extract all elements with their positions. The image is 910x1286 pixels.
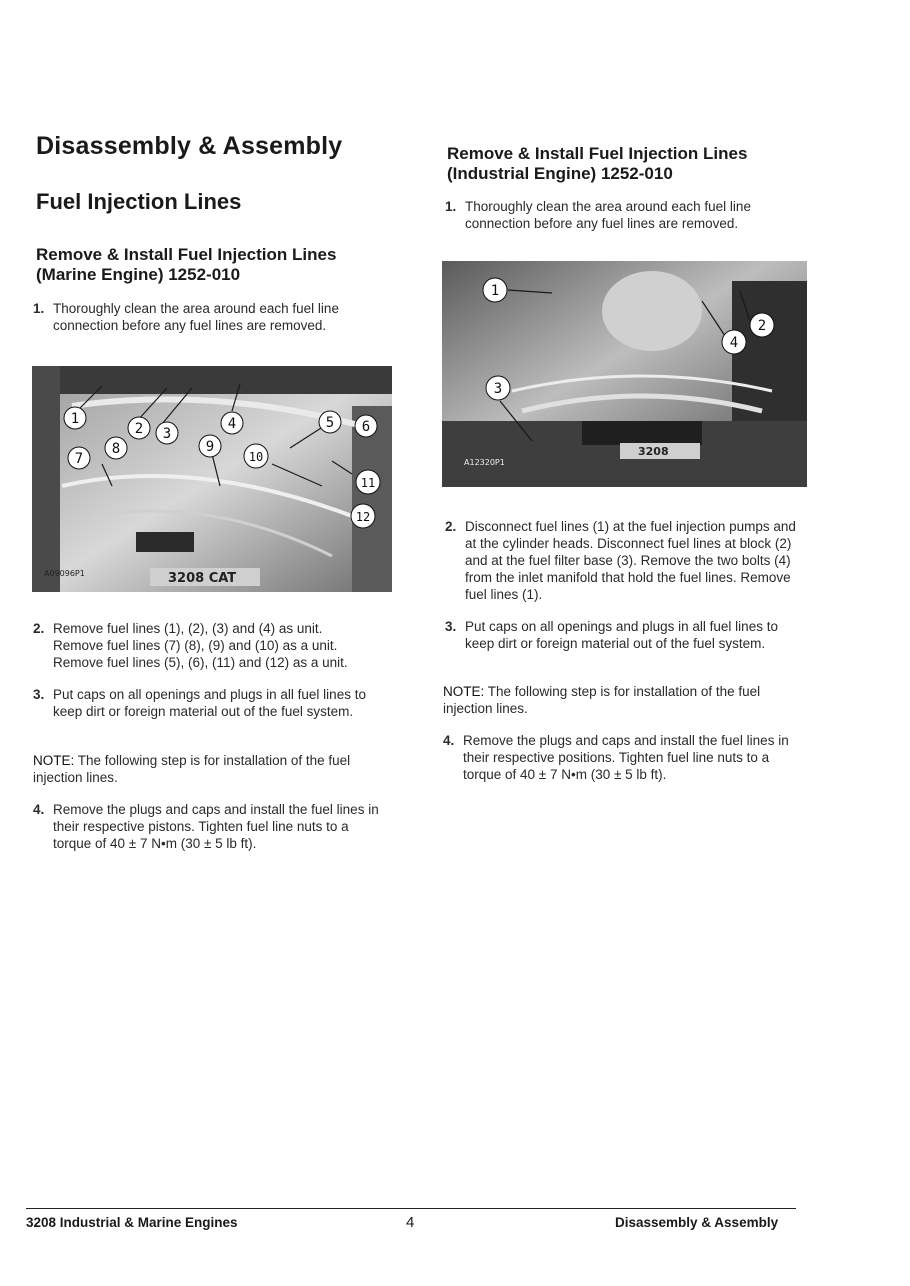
marine-section-title — [36, 245, 396, 285]
step-text: Put caps on all openings and plugs in all fuel lines to keep dirt or foreign material out of the fuel system. — [53, 687, 366, 719]
industrial-callout-4 — [722, 330, 746, 354]
callout-2 — [128, 417, 150, 439]
marine-engine-illustration — [32, 366, 392, 592]
step-number: 1. — [33, 301, 45, 316]
svg-text:5: 5 — [325, 415, 335, 431]
industrial-photo-badge: 3208 — [638, 445, 669, 458]
step-2-line-3: Remove fuel lines (5), (6), (11) and (12) as a unit. — [53, 655, 348, 670]
note-label: NOTE: — [33, 753, 75, 768]
step-text: Disconnect fuel lines (1) at the fuel injection pumps and at the cylinder heads. Disconnect fuel lines at block (2) and at the fuel filter base (3). Remove the two bolts (4) from the inlet manifold that hold the fuel lines. Remove fuel lines (1). — [465, 519, 796, 602]
page-title: Disassembly & Assembly — [36, 132, 343, 160]
svg-text:2: 2 — [134, 421, 144, 437]
callout-8 — [105, 437, 127, 459]
step-text: Put caps on all openings and plugs in all fuel lines to keep dirt or foreign material out of the fuel system. — [465, 619, 778, 651]
callout-5 — [319, 411, 341, 433]
callout-10 — [244, 444, 268, 468]
industrial-callout-3 — [486, 376, 510, 400]
step-number: 4. — [33, 802, 45, 817]
footer-page-number: 4 — [406, 1214, 415, 1231]
step-text: Thoroughly clean the area around each fuel line connection before any fuel lines are removed. — [53, 301, 339, 333]
svg-text:2: 2 — [757, 318, 767, 334]
step-text — [53, 620, 378, 671]
svg-text:12: 12 — [355, 510, 371, 524]
industrial-step-4 — [443, 732, 803, 783]
step-text: Remove the plugs and caps and install the fuel lines in their respective pistons. Tighten fuel line nuts to a torque of 40 ± 7 N•m (30 ± 5 lb ft). — [53, 802, 379, 851]
callout-11 — [356, 470, 380, 494]
step-number: 2. — [33, 621, 45, 636]
note-label: NOTE: — [443, 684, 485, 699]
industrial-engine-illustration — [442, 261, 807, 487]
svg-text:7: 7 — [74, 451, 84, 467]
note-text: The following step is for installation of the fuel injection lines. — [443, 684, 761, 716]
industrial-callout-1 — [483, 278, 507, 302]
callout-7 — [68, 447, 90, 469]
footer-left: 3208 Industrial & Marine Engines — [26, 1215, 238, 1230]
industrial-step-2 — [445, 518, 800, 603]
footer-rule — [26, 1208, 796, 1209]
industrial-step-3 — [445, 618, 800, 652]
step-number: 2. — [445, 519, 457, 534]
svg-text:3: 3 — [493, 381, 503, 397]
marine-photo-badge: 3208 CAT — [168, 571, 237, 586]
footer-right: Disassembly & Assembly — [615, 1215, 779, 1230]
marine-section-title-line2: (Marine Engine) 1252-010 — [36, 265, 241, 284]
marine-step-4 — [33, 801, 389, 852]
callout-12 — [351, 504, 375, 528]
callout-9 — [199, 435, 221, 457]
industrial-photo-code: A12320P1 — [464, 458, 505, 467]
industrial-section-title-line2: (Industrial Engine) 1252-010 — [447, 164, 673, 183]
svg-text:1: 1 — [490, 283, 500, 299]
svg-text:4: 4 — [227, 416, 237, 432]
industrial-section-title — [447, 144, 807, 184]
marine-section-title-line1: Remove & Install Fuel Injection Lines — [36, 245, 337, 264]
svg-text:10: 10 — [248, 450, 264, 464]
marine-step-3 — [33, 686, 378, 720]
svg-text:1: 1 — [70, 411, 80, 427]
industrial-step-1 — [445, 198, 785, 232]
svg-text:11: 11 — [360, 476, 376, 490]
page-subtitle: Fuel Injection Lines — [36, 189, 242, 214]
step-2-line-2: Remove fuel lines (7) (8), (9) and (10) as a unit. — [53, 638, 338, 653]
marine-note — [33, 752, 363, 786]
marine-step-1 — [33, 300, 363, 334]
callout-1 — [64, 407, 86, 429]
svg-text:4: 4 — [729, 335, 739, 351]
step-2-line-1: Remove fuel lines (1), (2), (3) and (4) as unit. — [53, 621, 323, 636]
industrial-callout-2 — [750, 313, 774, 337]
step-number: 3. — [33, 687, 45, 702]
marine-engine-photo — [32, 366, 392, 592]
industrial-note — [443, 683, 798, 717]
step-number: 1. — [445, 199, 457, 214]
step-text: Remove the plugs and caps and install the fuel lines in their respective positions. Tighten fuel line nuts to a torque of 40 ± 7 N•m (30 ± 5 lb ft). — [463, 733, 789, 782]
callout-3 — [156, 422, 178, 444]
svg-text:9: 9 — [205, 439, 215, 455]
marine-step-2 — [33, 620, 378, 671]
step-text: Thoroughly clean the area around each fuel line connection before any fuel lines are removed. — [465, 199, 751, 231]
callout-4 — [221, 412, 243, 434]
svg-text:6: 6 — [361, 419, 371, 435]
marine-photo-code: A09096P1 — [44, 569, 85, 578]
svg-text:3: 3 — [162, 426, 172, 442]
step-number: 4. — [443, 733, 455, 748]
callout-6 — [355, 415, 377, 437]
industrial-section-title-line1: Remove & Install Fuel Injection Lines — [447, 144, 748, 163]
industrial-engine-photo — [442, 261, 807, 487]
step-number: 3. — [445, 619, 457, 634]
svg-text:8: 8 — [111, 441, 121, 457]
note-text: The following step is for installation of the fuel injection lines. — [33, 753, 351, 785]
